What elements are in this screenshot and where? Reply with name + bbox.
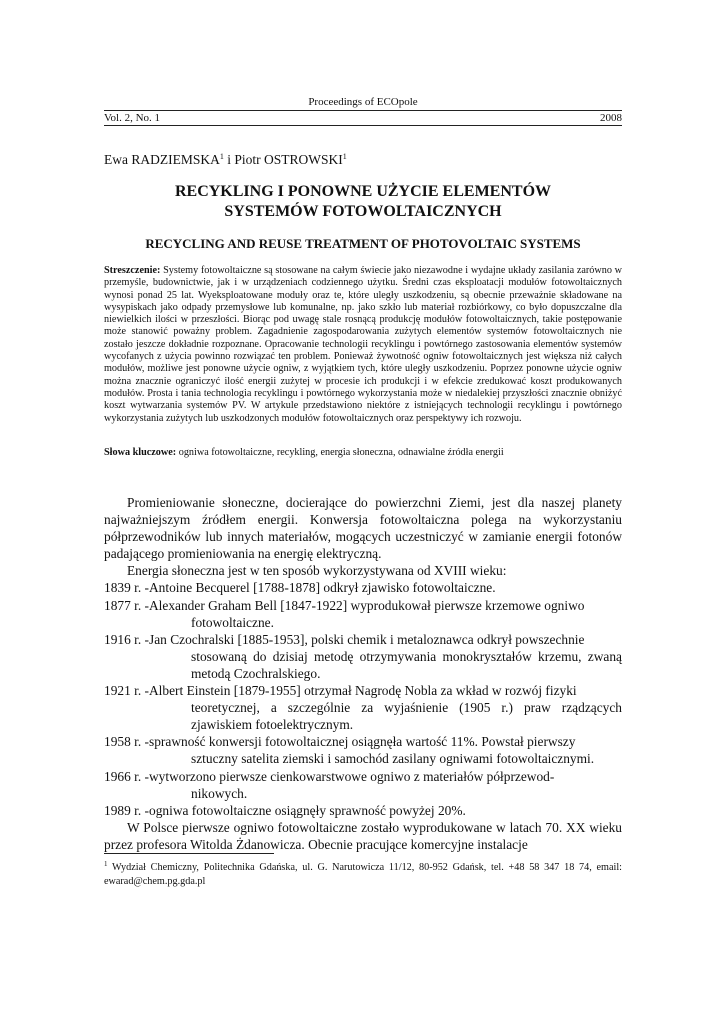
- volume-line: [104, 110, 622, 126]
- timeline-year: 1916 r. -: [104, 631, 150, 647]
- timeline-item: [104, 733, 622, 767]
- author-2-affiliation: 1: [342, 152, 347, 161]
- timeline-item: [104, 768, 622, 802]
- title-polish-line-2: SYSTEMÓW FOTOWOLTAICZNYCH: [224, 203, 502, 220]
- abstract-label: Streszczenie:: [104, 265, 161, 276]
- timeline-text: Albert Einstein [1879-1955] otrzymał Nagrodę Nobla za wkład w rozwój fizyki: [149, 683, 577, 699]
- journal-name: Proceedings of ECOpole: [308, 96, 418, 108]
- timeline-item: [104, 631, 622, 682]
- paragraph-3: W Polsce pierwsze ogniwo fotowoltaiczne zostało wyprodukowane w latach 70. XX wieku przez profesora Witolda Żdanowicza. Obecnie pracujące komercyjne instalacje: [104, 819, 622, 852]
- timeline-item: [104, 579, 622, 596]
- title-polish: [104, 182, 622, 222]
- keywords-text: ogniwa fotowoltaiczne, recykling, energia słoneczna, odnawialne źródła energii: [178, 447, 504, 458]
- timeline-year: 1958 r. -: [104, 734, 150, 750]
- timeline-text-continued: fotowoltaiczne.: [191, 614, 274, 630]
- timeline-year: 1877 r. -: [104, 597, 150, 613]
- body-text: [104, 494, 622, 853]
- footnote-divider: [104, 853, 274, 854]
- timeline-text-continued: teoretycznej, a szczególnie za wyjaśnienie (1905 r.) praw rządzących zjawiskiem fotoelektrycznym.: [191, 700, 622, 733]
- timeline-text: Jan Czochralski [1885-1953], polski chemik i metaloznawca odkrył powszechnie: [149, 631, 585, 647]
- footnote: [104, 858, 622, 888]
- author-1-affiliation: 1: [219, 152, 224, 161]
- timeline-text-continued: sztuczny satelita ziemski i samochód zasilany ogniwami fotowoltaicznymi.: [191, 751, 595, 767]
- timeline-year: 1921 r. -: [104, 683, 150, 699]
- paragraph-1: Promieniowanie słoneczne, docierające do powierzchni Ziemi, jest dla naszej planety najważniejszym źródłem energii. Konwersja fotowoltaiczna polega na wykorzystaniu półprzewodników lub innych materiałów, mogących uczestniczyć w zamianie energii fotonów padającego promieniowania na energię elektryczną.: [104, 495, 622, 562]
- author-1: Ewa RADZIEMSKA: [104, 152, 220, 167]
- keywords-label: Słowa kluczowe:: [104, 447, 177, 458]
- timeline-item: [104, 597, 622, 631]
- timeline-text-continued: nikowych.: [191, 785, 248, 801]
- abstract-text: Systemy fotowoltaiczne są stosowane na całym świecie jako niezawodne i wydajne układy zasilania zarówno w przemyśle, budownictwie, jak i w urządzeniach codziennego użytku. Średni czas eksploatacji modułów fotowoltaicznych wynosi ponad 25 lat. Wyeksploatowane moduły oraz te, które uległy uszkodzeniu, są obecnie przeważnie składowane na wysypiskach jako odpady przemysłowe lub komunalne, np. jako szkło lub materiał rozbiórkowy, co było dopuszczalne dla niewielkich ilości w przeszłości. Biorąc pod uwagę stale rosnącą produkcję modułów fotowoltaicznych, takie postępowanie może stanowić poważny problem. Zagadnienie zagospodarowania zużytych elementów systemów fotowoltaicznych nie zostało jeszcze dokładnie rozpoznane. Opracowanie technologii recyklingu i powtórnego zastosowania elementów systemów wycofanych z użycia powinno rozwiązać ten problem. Ponieważ żywotność ogniw fotowoltaicznych jest większa niż całych modułów, możliwe jest ponowne użycie ogniw, z wyjątkiem tych, które uległy uszkodzeniu. Poprzez ponowne użycie ogniw można znacznie ograniczyć ilość energii zużytej w procesie ich produkcji i w efekcie zredukować koszt produkowanych modułów. Prosta i tania technologia recyklingu i powtórnego wykorzystania może w niedalekiej przyszłości znacznie obniżyć koszt wytwarzania systemów PV. W artykule przedstawiono niektóre z istniejących technologii recyklingu i powtórnego wykorzystania zużytych lub uszkodzonych modułów fotowoltaicznych oraz perspektywy ich rozwoju.: [104, 265, 623, 424]
- title-english: RECYCLING AND REUSE TREATMENT OF PHOTOVOLTAIC SYSTEMS: [145, 236, 581, 251]
- footnote-mark: 1: [104, 860, 108, 868]
- volume-number: Vol. 2, No. 1: [104, 112, 161, 124]
- timeline-text: Antoine Becquerel [1788-1878] odkrył zjawisko fotowoltaiczne.: [149, 580, 496, 596]
- authors: [104, 152, 347, 168]
- timeline-text: Alexander Graham Bell [1847-1922] wyprodukował pierwsze krzemowe ogniwo: [149, 597, 585, 613]
- abstract: [104, 265, 622, 425]
- timeline-year: 1839 r. -: [104, 580, 150, 596]
- timeline-year: 1966 r. -: [104, 768, 150, 784]
- timeline-text-continued: stosowaną do dzisiaj metodę otrzymywania monokryształów krzemu, zwaną metodą Czochralskiego.: [191, 648, 622, 681]
- timeline-text: wytworzono pierwsze cienkowarstwowe ogniwo z materiałów półprzewod-: [149, 768, 555, 784]
- timeline-text: sprawność konwersji fotowoltaicznej osiągnęła wartość 11%. Powstał pierwszy: [149, 734, 576, 750]
- footnote-text: Wydział Chemiczny, Politechnika Gdańska, ul. G. Narutowicza 11/12, 80-952 Gdańsk, tel. +48 58 347 18 74, email: ewarad@chem.pg.gda.pl: [104, 862, 622, 887]
- timeline-item: [104, 682, 622, 733]
- author-2: Piotr OSTROWSKI: [234, 152, 343, 167]
- paragraph-2: Energia słoneczna jest w ten sposób wykorzystywana od XVIII wieku:: [127, 563, 507, 579]
- keywords: [104, 447, 622, 458]
- title-polish-line-1: RECYKLING I PONOWNE UŻYCIE ELEMENTÓW: [174, 183, 552, 200]
- timeline-item: [104, 802, 622, 819]
- timeline-text: ogniwa fotowoltaiczne osiągnęły sprawność powyżej 20%.: [149, 802, 466, 818]
- publication-year: 2008: [600, 112, 622, 124]
- author-conjunction: i: [223, 152, 235, 167]
- timeline-year: 1989 r. -: [104, 802, 150, 818]
